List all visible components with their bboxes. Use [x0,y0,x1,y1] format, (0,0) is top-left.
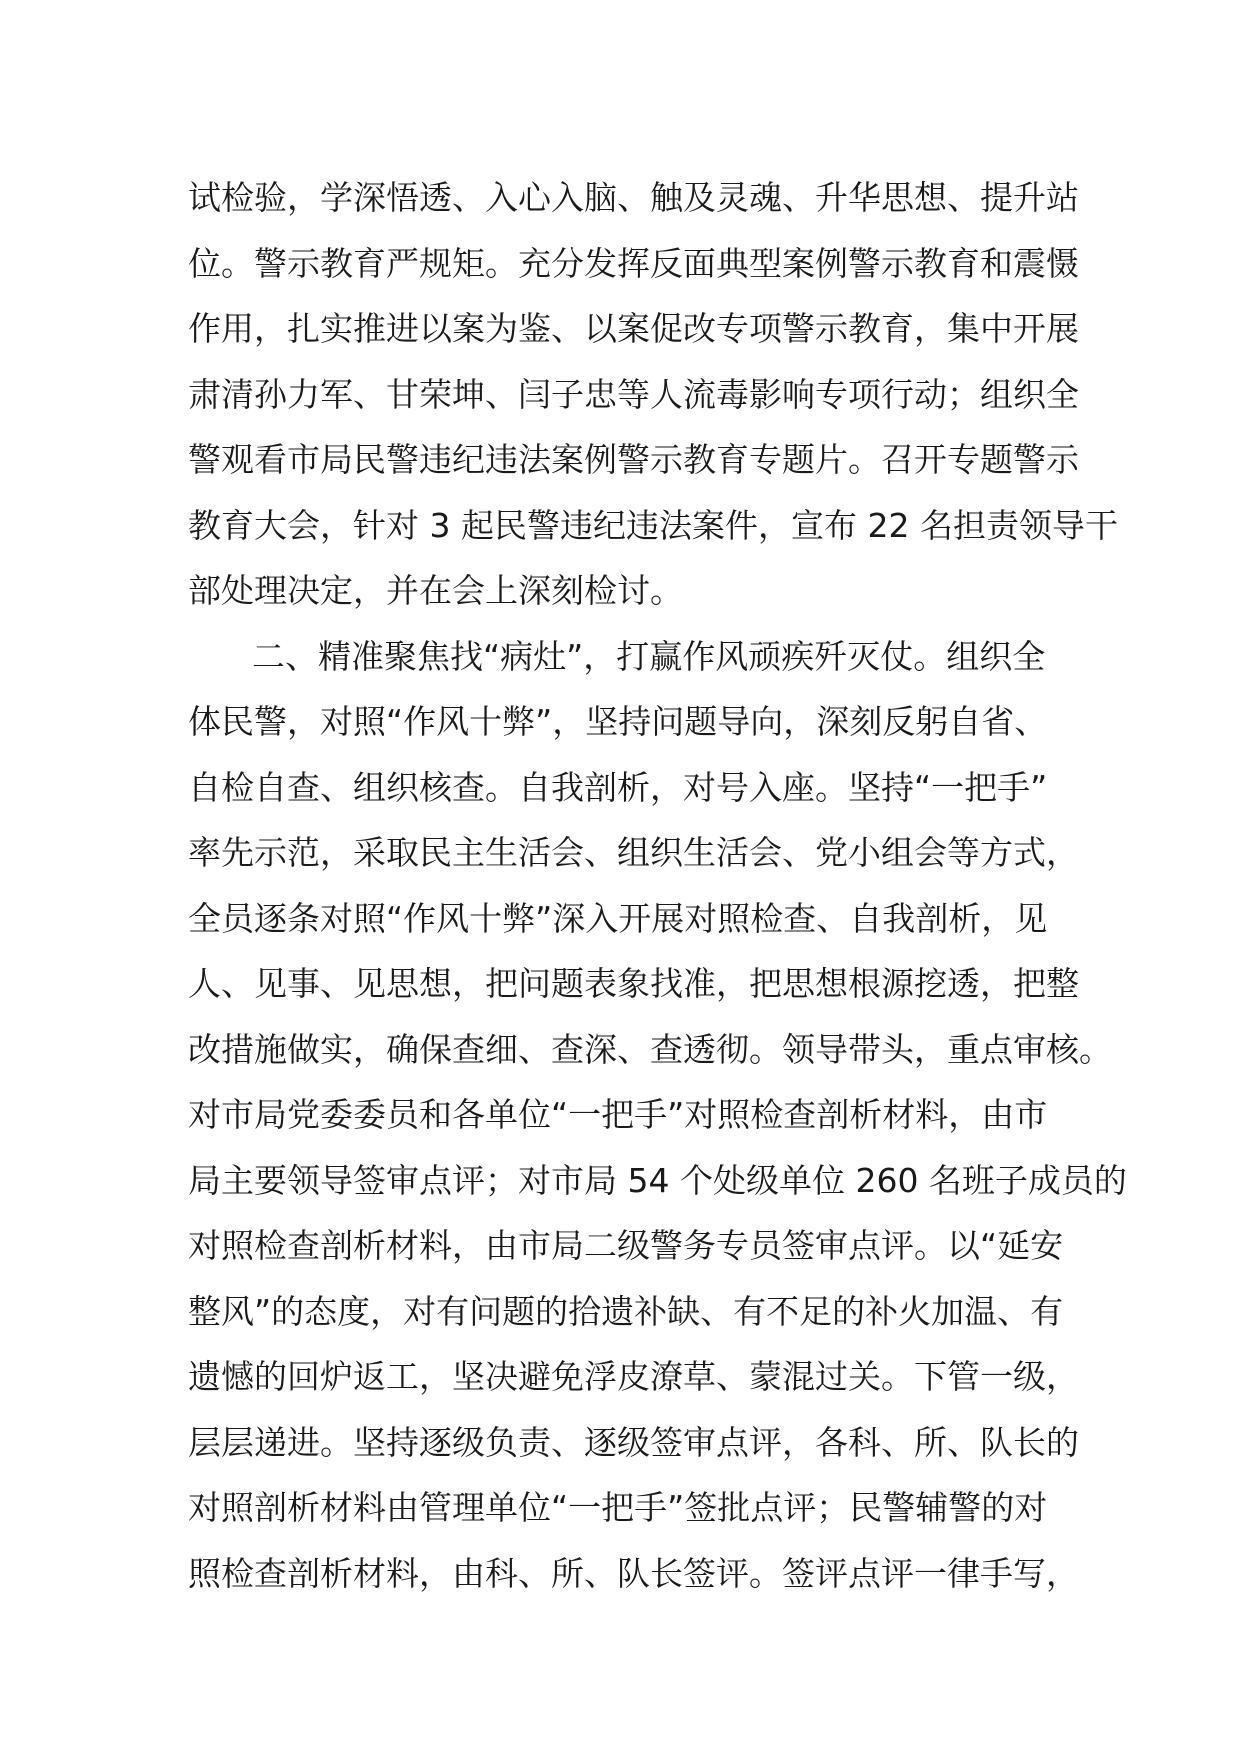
text-line-10: 自检自查、组织核查。自我剖析，对号入座。坚持“一把手” [188,767,1048,807]
text-line-12: 全员逐条对照“作风十弊”深入开展对照检查、自我剖析，见 [188,898,1048,938]
text-line-14: 改措施做实，确保查细、查深、查透彻。领导带头，重点审核。 [188,1029,1112,1069]
body-text [188,165,1127,1606]
section-heading-2: 二、精准聚焦找“病灶”，打赢作风顽疾歼灭仗。组织全 [252,636,1046,676]
text-line-15: 对市局党委委员和各单位“一把手”对照检查剖析材料，由市 [188,1095,1048,1134]
text-line-7: 部处理决定，并在会上深刻检讨。 [188,571,683,610]
text-line-1: 试检验，学深悟透、入心入脑、触及灵魂、升华思想、提升站 [188,178,1079,217]
text-line-20: 层层递进。坚持逐级负责、逐级签审点评，各科、所、队长的 [188,1422,1079,1462]
text-line-22: 照检查剖析材料，由科、所、队长签评。签评点评一律手写， [188,1553,1079,1593]
text-line-21: 对照剖析材料由管理单位“一把手”签批点评；民警辅警的对 [188,1488,1048,1527]
text-line-18: 整风”的态度，对有问题的拾遗补缺、有不足的补火加温、有 [188,1291,1064,1331]
text-line-2: 位。警示教育严规矩。充分发挥反面典型案例警示教育和震慑 [188,243,1079,283]
text-line-19: 遗憾的回炉返工，坚决避免浮皮潦草、蒙混过关。下管一级， [188,1357,1079,1396]
text-line-11: 率先示范，采取民主生活会、组织生活会、党小组会等方式， [188,833,1079,872]
text-line-16: 局主要领导签审点评；对市局 54 个处级单位 260 名班子成员的 [188,1160,1127,1200]
text-line-3: 作用，扎实推进以案为鉴、以案促改专项警示教育，集中开展 [188,309,1079,348]
text-line-13: 人、见事、见思想，把问题表象找准，把思想根源挖透，把整 [188,964,1079,1003]
text-line-4: 肃清孙力军、甘荣坤、闫子忠等人流毒影响专项行动；组织全 [188,374,1079,414]
text-line-6: 教育大会，针对 3 起民警违纪违法案件，宣布 22 名担责领导干 [188,505,1118,545]
text-line-17: 对照检查剖析材料，由市局二级警务专员签审点评。以“延安 [188,1226,1064,1265]
text-line-9: 体民警，对照“作风十弊”，坚持问题导向，深刻反躬自省、 [188,702,1048,741]
text-line-5: 警观看市局民警违纪违法案例警示教育专题片。召开专题警示 [188,440,1079,479]
